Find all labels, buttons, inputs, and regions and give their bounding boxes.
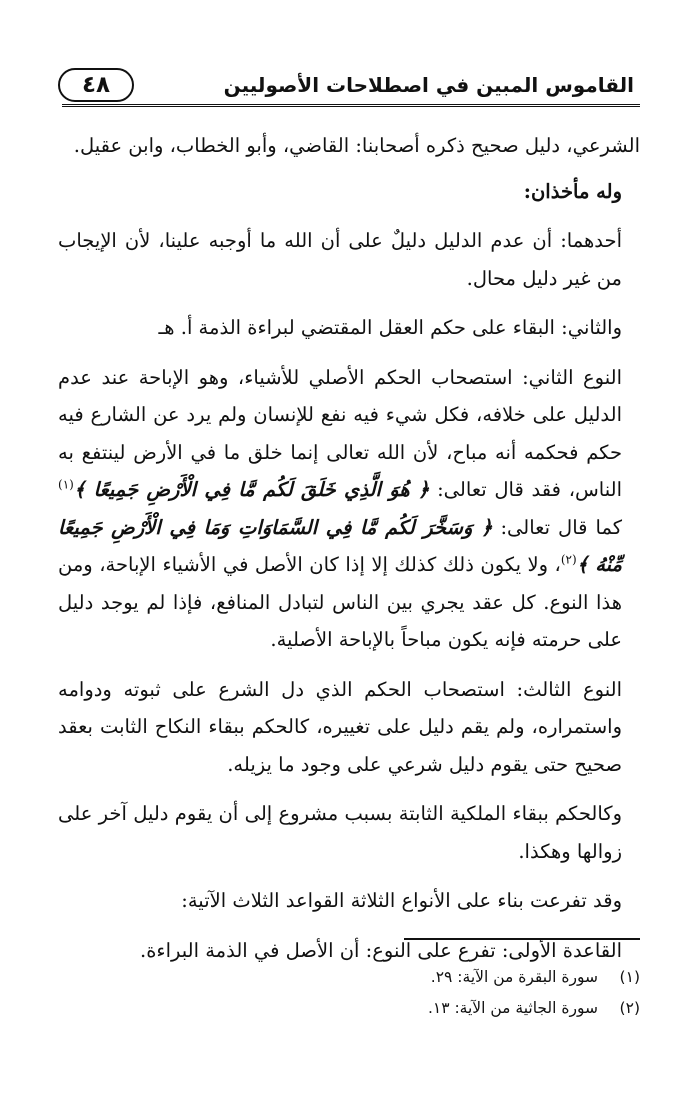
running-title: القاموس المبين في اصطلاحات الأصوليين [223, 73, 634, 97]
footnote-number: (١) [619, 968, 640, 986]
paragraph-5-mid: كما قال تعالى: [500, 515, 623, 539]
quran-verse-2: ﴿ وَسَخَّرَ لَكُم مَّا فِي السَّمَاوَاتِ وَمَا فِي الْأَرْضِ جَمِيعًا مِّنْهُ ﴾ [58, 515, 622, 576]
paragraph-7: وكالحكم ببقاء الملكية الثابتة بسبب مشروع إلى أن يقوم دليل آخر على زوالها وهكذا. [58, 802, 622, 863]
footnote-text: سورة الجاثية من الآية: ١٣. [427, 999, 598, 1017]
paragraph-3: أحدهما: أن عدم الدليل دليلٌ على أن الله ما أوجبه علينا، لأن الإيجاب من غير دليل محال. [58, 229, 622, 290]
paragraph-8: وقد تفرعت بناء على الأنواع الثلاثة القواعد الثلاث الآتية: [181, 889, 622, 912]
header-rule [62, 104, 640, 107]
page-number: ٤٨ [58, 68, 134, 102]
footnote-2 [58, 993, 640, 1024]
footnote-1 [58, 962, 640, 993]
footnote-ref-2: (٢) [560, 552, 577, 567]
paragraph-6: النوع الثالث: استصحاب الحكم الذي دل الشرع على ثبوته ودوامه واستمراره، ولم يقم دليل على تغييره، كالحكم ببقاء النكاح الثابت بعقد صحيح حتى يقوم دليل شرعي على وجود ما يزيله. [58, 677, 622, 776]
paragraph-1: الشرعي، دليل صحيح ذكره أصحابنا: القاضي، وأبو الخطاب، وابن عقيل. [73, 134, 640, 157]
quran-verse-1: ﴿ هُوَ الَّذِي خَلَقَ لَكُم مَّا فِي الْأَرْضِ جَمِيعًا ﴾ [73, 478, 430, 501]
paragraph-4: والثاني: البقاء على حكم العقل المقتضي لبراءة الذمة أ. هـ [158, 316, 622, 339]
footnote-text: سورة البقرة من الآية: ٢٩. [430, 968, 598, 986]
footnote-number: (٢) [619, 999, 640, 1017]
page-header [58, 62, 634, 108]
paragraph-9: القاعدة الأولى: تفرع على النوع: أن الأصل في الذمة البراءة. [140, 938, 622, 962]
paragraph-5 [58, 359, 640, 659]
footnotes [58, 962, 640, 1024]
main-text [58, 127, 640, 981]
footnote-ref-1: (١) [58, 477, 74, 492]
paragraph-5-intro: النوع الثاني: استصحاب الحكم الأصلي للأشياء، وهو الإباحة عند عدم الدليل على خلافه، فكل شيء فيه نفع للإنسان ولم يرد عن الشارع فيه حكم فحكمه أنه مباح، لأن الله تعالى إنما خلق ما في الأرض لينتفع به الناس، فقد قال تعالى: [58, 365, 622, 501]
paragraph-5-rest: ، ولا يكون ذلك كذلك إلا إذا كان الأصل في الأشياء الإباحة، ومن هذا النوع. كل عقد يجري بين الناس لتبادل المنافع، فإذا لم يوجد دليل على حرمته فإنه يكون مباحاً بالإباحة الأصلية. [58, 553, 622, 651]
paragraph-2: وله مأخذان: [523, 179, 622, 203]
footnote-rule [404, 938, 640, 940]
